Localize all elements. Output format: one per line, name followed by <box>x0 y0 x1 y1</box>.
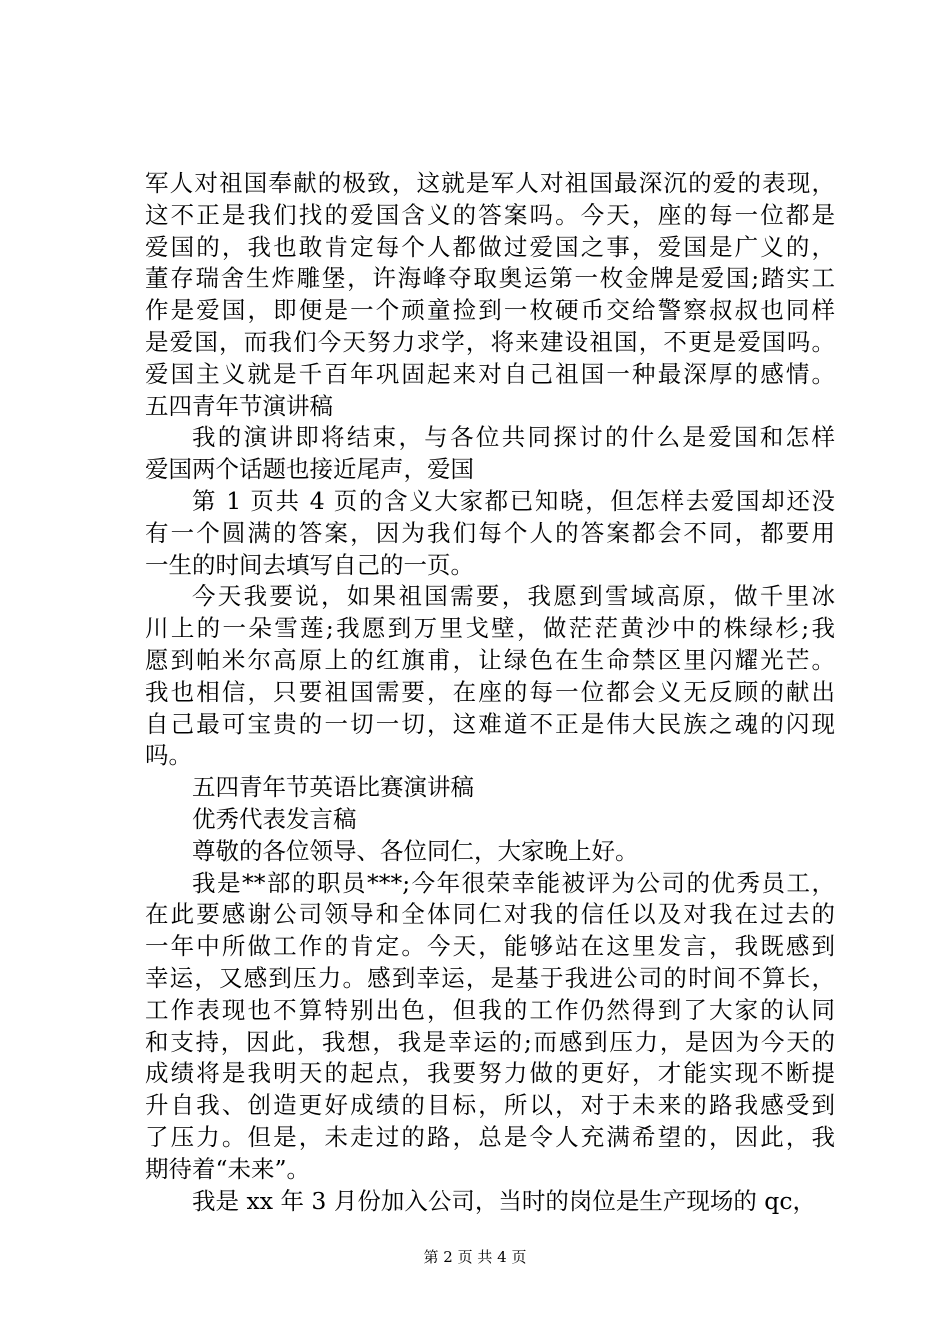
text-line: 我是**部的职员***;今年很荣幸能被评为公司的优秀员工， <box>192 868 835 897</box>
text-line: 有一个圆满的答案，因为我们每个人的答案都会不同，都要用 <box>145 518 835 547</box>
text-line: 我也相信，只要祖国需要，在座的每一位都会义无反顾的献出 <box>145 677 835 706</box>
paragraph <box>145 168 835 422</box>
paragraph <box>145 836 835 868</box>
text-line: 五四青年节英语比赛演讲稿 <box>192 773 474 802</box>
text-line: 成绩将是我明天的起点，我要努力做的更好，才能实现不断提 <box>145 1059 835 1088</box>
text-line: 优秀代表发言稿 <box>192 804 357 833</box>
text-line: 一生的时间去填写自己的一页。 <box>145 550 474 579</box>
text-line: 爱国两个话题也接近尾声，爱国 <box>145 455 474 484</box>
text-line: 和支持，因此，我想，我是幸运的;而感到压力，是因为今天的 <box>145 1027 835 1056</box>
text-line: 升自我、创造更好成绩的目标，所以，对于未来的路我感受到 <box>145 1091 835 1120</box>
text-line: 了压力。但是，未走过的路，总是令人充满希望的，因此，我 <box>145 1122 835 1151</box>
text-line: 这不正是我们找的爱国含义的答案吗。今天，座的每一位都是 <box>145 200 835 229</box>
text-line: 军人对祖国奉献的极致，这就是军人对祖国最深沉的爱的表现， <box>145 169 835 197</box>
paragraph <box>145 868 835 1186</box>
text-line: 董存瑞舍生炸雕堡，许海峰夺取奥运第一枚金牌是爱国;踏实工 <box>145 264 835 293</box>
text-line: 幸运，又感到压力。感到幸运，是基于我进公司的时间不算长， <box>145 963 835 992</box>
text-line: 愿到帕米尔高原上的红旗甫，让绿色在生命禁区里闪耀光芒。 <box>145 645 835 674</box>
text-line: 爱国主义就是千百年巩固起来对自己祖国一种最深厚的感情。 <box>145 359 835 388</box>
text-line: 是爱国，而我们今天努力求学，将来建设祖国，不更是爱国吗。 <box>145 327 835 356</box>
text-line: 我是 xx 年 3 月份加入公司，当时的岗位是生产现场的 qc， <box>192 1186 817 1215</box>
text-line: 今天我要说，如果祖国需要，我愿到雪域高原，做千里冰 <box>192 582 835 611</box>
text-line: 作是爱国，即便是一个顽童捡到一枚硬币交给警察叔叔也同样 <box>145 296 835 325</box>
paragraph <box>145 422 835 486</box>
text-line: 期待着“未来”。 <box>145 1154 311 1183</box>
paragraph <box>145 1186 835 1218</box>
text-line: 我的演讲即将结束，与各位共同探讨的什么是爱国和怎样 <box>192 423 835 452</box>
paragraph <box>145 581 835 772</box>
text-line: 尊敬的各位领导、各位同仁，大家晚上好。 <box>192 836 639 865</box>
paragraph <box>145 772 835 804</box>
text-line: 工作表现也不算特别出色，但我的工作仍然得到了大家的认同 <box>145 995 835 1024</box>
page-number: 第 2 页 共 4 页 <box>423 1248 527 1266</box>
page-footer <box>0 1246 950 1267</box>
paragraph <box>145 804 835 836</box>
text-line: 爱国的，我也敢肯定每个人都做过爱国之事，爱国是广义的， <box>145 232 835 261</box>
text-line: 川上的一朵雪莲;我愿到万里戈壁，做茫茫黄沙中的株绿杉;我 <box>145 614 835 643</box>
text-line: 第 1 页共 4 页的含义大家都已知晓，但怎样去爱国却还没 <box>192 486 835 515</box>
text-line: 一年中所做工作的肯定。今天，能够站在这里发言，我既感到 <box>145 932 835 961</box>
document-body <box>145 168 835 1217</box>
text-line: 在此要感谢公司领导和全体同仁对我的信任以及对我在过去的 <box>145 900 835 929</box>
text-line: 吗。 <box>145 741 192 770</box>
paragraph <box>145 486 835 581</box>
text-line: 五四青年节演讲稿 <box>145 391 333 420</box>
text-line: 自己最可宝贵的一切一切，这难道不正是伟大民族之魂的闪现 <box>145 709 835 738</box>
